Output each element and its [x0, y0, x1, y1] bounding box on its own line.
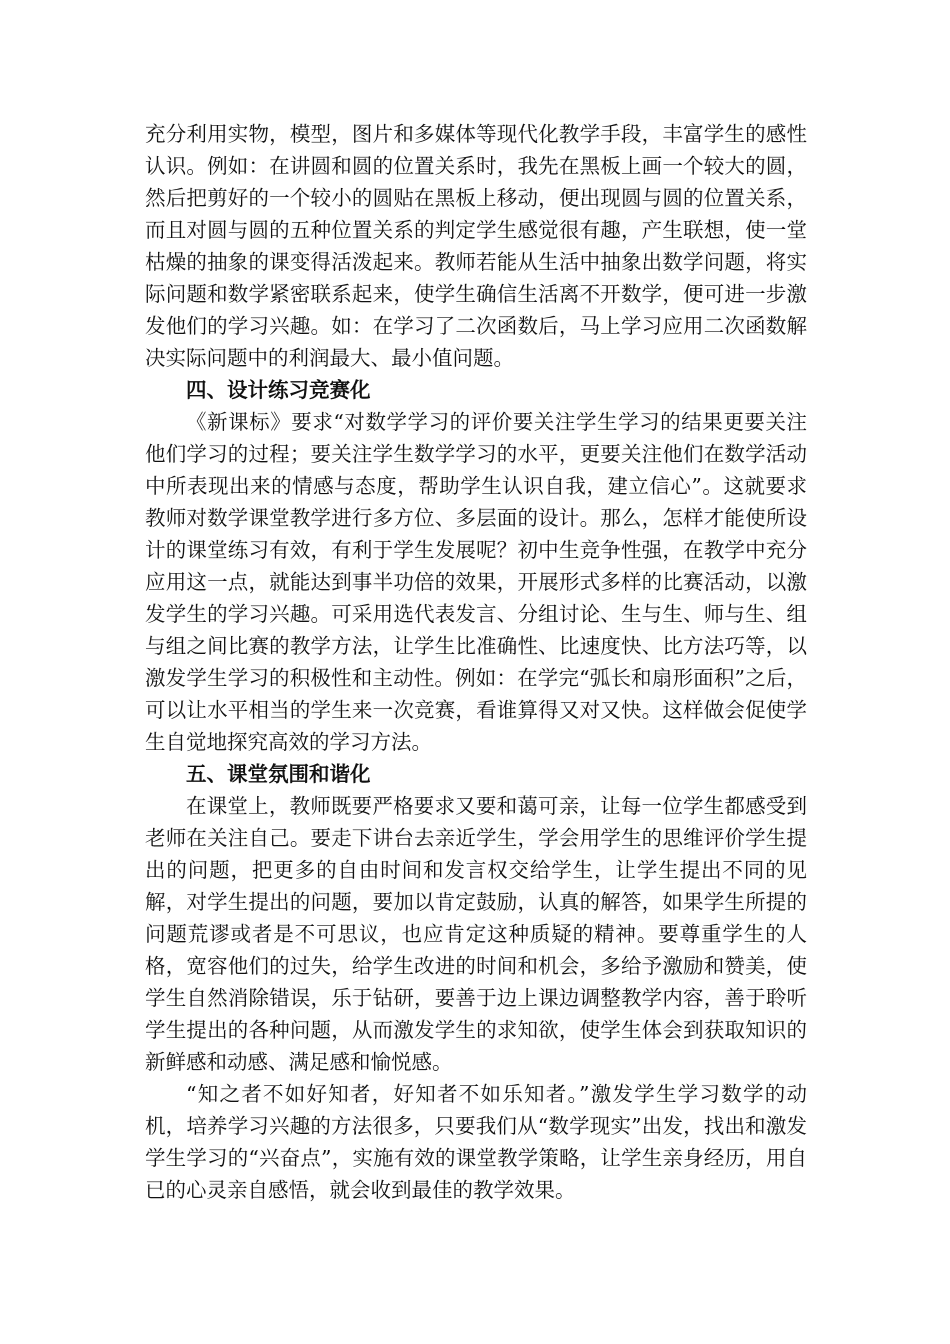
paragraph-intro: 充分利用实物，模型，图片和多媒体等现代化教学手段，丰富学生的感性认识。例如：在讲圆和圆的位置关系时，我先在黑板上画一个较大的圆，然后把剪好的一个较小的圆贴在黑板上移动，便出现圆与圆的位置关系，而且对圆与圆的五种位置关系的判定学生感觉很有趣，产生联想，使一堂枯燥的抽象的课变得活泼起来。教师若能从生活中抽象出数学问题，将实际问题和数学紧密联系起来，使学生确信生活离不开数学，便可进一步激发他们的学习兴趣。如：在学习了二次函数后，马上学习应用二次函数解决实际问题中的利润最大、最小值问题。	[145, 122, 807, 370]
paragraph-conclusion: “知之者不如好知者，好知者不如乐知者。”激发学生学习数学的动机，培养学习兴趣的方法很多，只要我们从“数学现实”出发，找出和激发学生学习的“兴奋点”，实施有效的课堂教学策略，让学生亲身经历，用自已的心灵亲自感悟，就会收到最佳的教学效果。	[145, 1082, 807, 1202]
section-heading-4: 四、设计练习竞赛化	[186, 378, 371, 402]
paragraph-section-5: 在课堂上，教师既要严格要求又要和蔼可亲，让每一位学生都感受到老师在关注自己。要走下讲台去亲近学生，学会用学生的思维评价学生提出的问题，把更多的自由时间和发言权交给学生，让学生提出不同的见解，对学生提出的问题，要加以肯定鼓励，认真的解答，如果学生所提的问题荒谬或者是不可思议，也应肯定这种质疑的精神。要尊重学生的人格，宽容他们的过失，给学生改进的时间和机会，多给予激励和赞美，使学生自然消除错误，乐于钻研，要善于边上课边调整教学内容，善于聆听学生提出的各种问题，从而激发学生的求知欲，使学生体会到获取知识的新鲜感和动感、满足感和愉悦感。	[145, 794, 807, 1074]
section-heading-5: 五、课堂氛围和谐化	[186, 762, 371, 786]
document-page	[145, 118, 807, 1206]
paragraph-section-4: 《新课标》要求“对数学学习的评价要关注学生学习的结果更要关注他们学习的过程；要关注学生数学学习的水平，更要关注他们在数学活动中所表现出来的情感与态度，帮助学生认识自我，建立信心”。这就要求教师对数学课堂教学进行多方位、多层面的设计。那么，怎样才能使所设计的课堂练习有效，有利于学生发展呢？初中生竞争性强，在教学中充分应用这一点，就能达到事半功倍的效果，开展形式多样的比赛活动，以激发学生的学习兴趣。可采用选代表发言、分组讨论、生与生、师与生、组与组之间比赛的教学方法，让学生比准确性、比速度快、比方法巧等，以激发学生学习的积极性和主动性。例如：在学完“弧长和扇形面积”之后，可以让水平相当的学生来一次竞赛，看谁算得又对又快。这样做会促使学生自觉地探究高效的学习方法。	[145, 410, 807, 754]
